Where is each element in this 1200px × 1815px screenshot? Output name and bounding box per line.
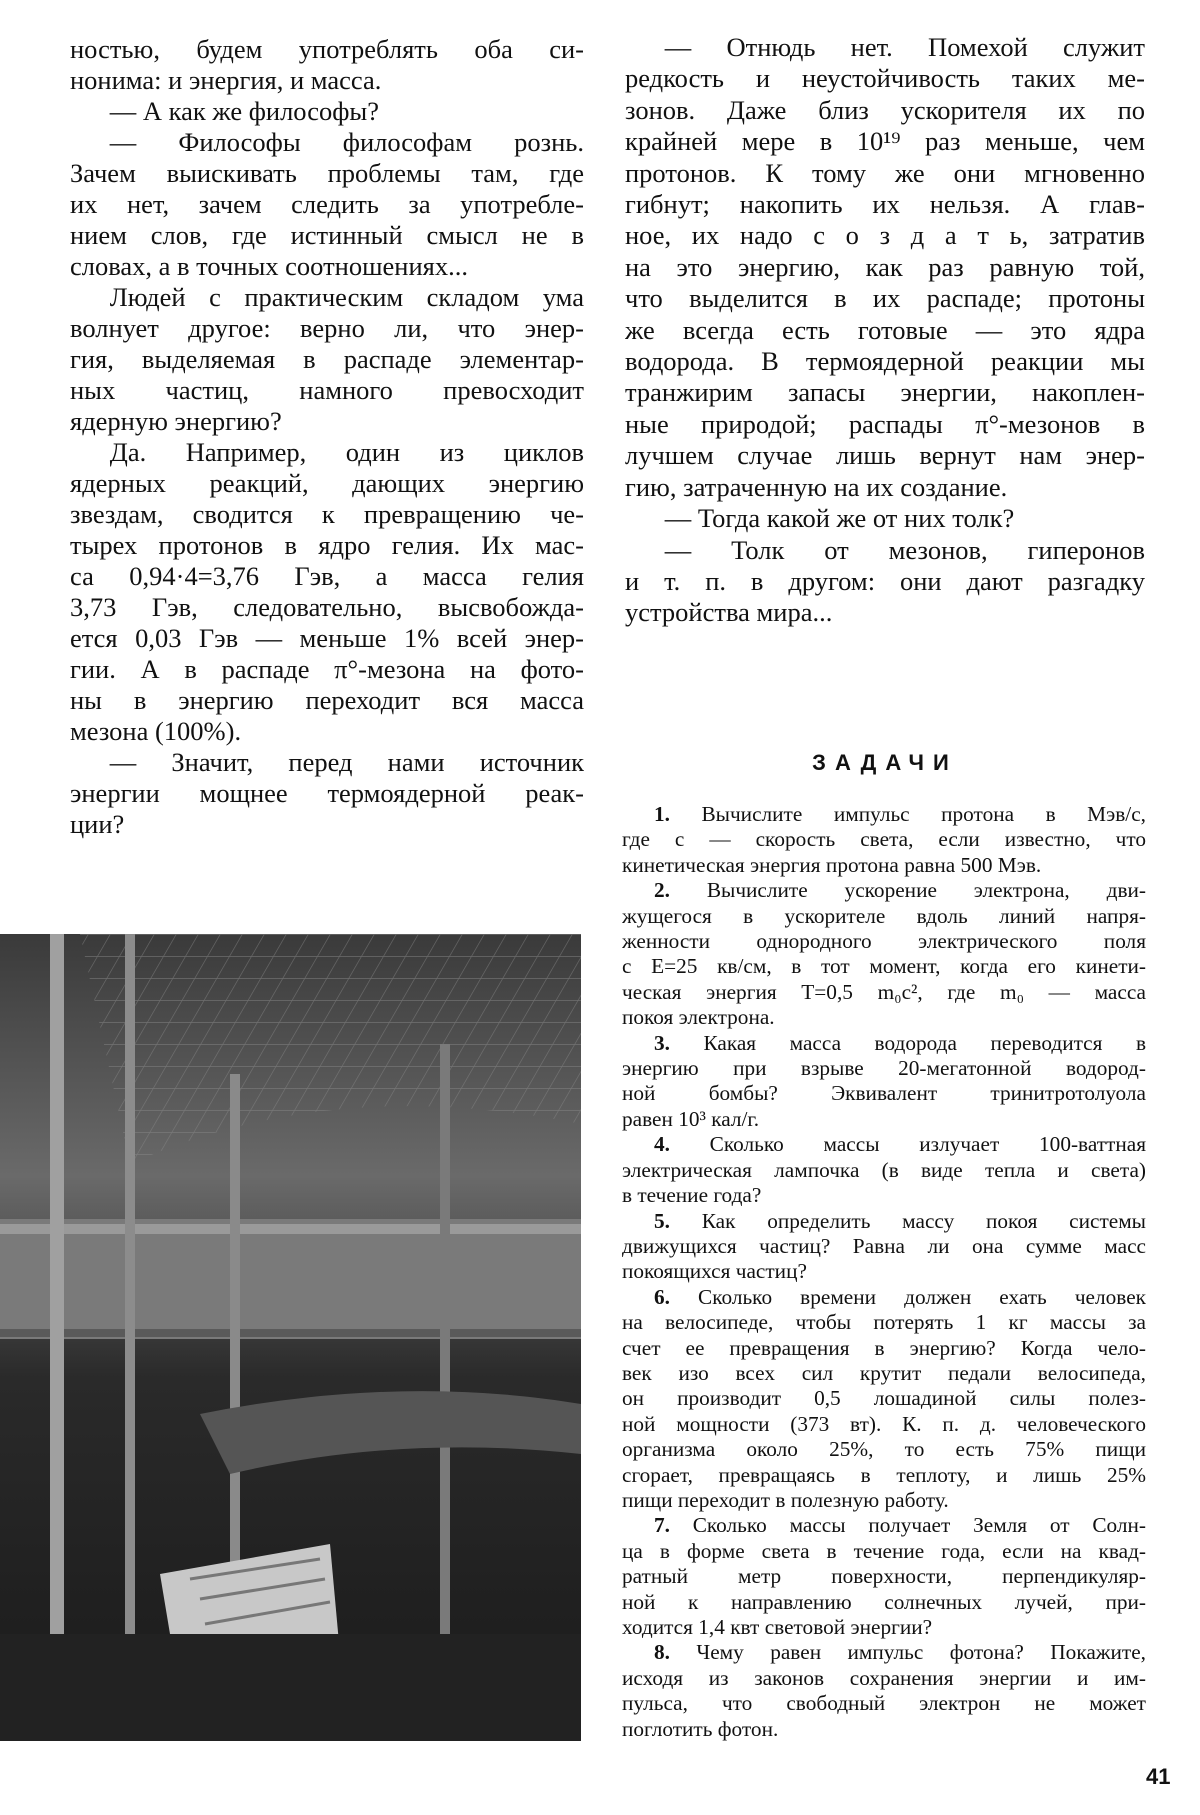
accelerator-hall-photo bbox=[0, 934, 581, 1741]
task-line: энергию при взрыве 20-мегатонной водород- bbox=[622, 1056, 1146, 1081]
task-line: ходится 1,4 квт световой энергии? bbox=[622, 1615, 933, 1639]
right-paragraph-line: — Тогда какой же от них толк? bbox=[664, 503, 1015, 534]
task-line: равен 10³ кал/г. bbox=[622, 1106, 760, 1131]
task-line: на велосипеде, чтобы потерять 1 кг массы за bbox=[622, 1310, 1146, 1335]
task-line: ратный метр поверхности, перпендикуляр- bbox=[622, 1564, 1146, 1589]
task-number: 3. bbox=[653, 1030, 670, 1055]
task-line bbox=[622, 1285, 1146, 1310]
left-paragraph-line: волнует другое: верно ли, что энер- bbox=[70, 313, 584, 343]
left-paragraph-line: Людей с практическим складом ума bbox=[109, 282, 584, 312]
left-text-column bbox=[70, 34, 584, 840]
task-text: Сколько массы получает Земля от Солн- bbox=[692, 1513, 1146, 1538]
right-paragraph-line: — Отнюдь нет. Помехой служит bbox=[664, 32, 1145, 62]
right-paragraph-line: протонов. К тому же они мгновенно bbox=[625, 157, 1145, 188]
task-line: ческая энергия Т=0,5 m₀c², где m₀ — масса bbox=[622, 979, 1146, 1004]
left-paragraph-line: нием слов, где истинный смысл не в bbox=[70, 220, 584, 250]
tasks-heading: ЗАДАЧИ bbox=[812, 750, 958, 775]
task-line: в течение года? bbox=[622, 1183, 762, 1208]
task-line bbox=[622, 1132, 1146, 1157]
task-line: ной бомбы? Эквивалент тринитротолуола bbox=[622, 1081, 1146, 1106]
task-line: электрическая лампочка (в виде тепла и света) bbox=[622, 1157, 1146, 1182]
task-text: Чему равен импульс фотона? Покажите, bbox=[696, 1640, 1146, 1665]
task-line bbox=[622, 802, 1146, 827]
left-paragraph-line: ется 0,03 Гэв — меньше 1% всей энер- bbox=[70, 623, 584, 653]
task-number: 5. bbox=[653, 1208, 670, 1233]
right-paragraph-line: редкость и неустойчивость таких ме- bbox=[625, 63, 1145, 94]
task-line: исходя из законов сохранения энергии и им- bbox=[622, 1665, 1146, 1690]
task-line: движущихся частиц? Равна ли она сумме масс bbox=[622, 1233, 1146, 1258]
left-paragraph-line: гии. А в распаде π°-мезона на фото- bbox=[70, 654, 584, 684]
task-line: поглотить фотон. bbox=[622, 1716, 779, 1741]
right-paragraph-line: что выделится в их распаде; протоны bbox=[625, 283, 1145, 314]
right-paragraph-line: гибнут; накопить их нельзя. А глав- bbox=[625, 189, 1145, 220]
task-text: Вычислите ускорение электрона, дви- bbox=[706, 878, 1146, 903]
left-paragraph-line: гия, выделяемая в распаде элементар- bbox=[70, 344, 584, 374]
task-line: он производит 0,5 лошадиной силы полез- bbox=[622, 1386, 1146, 1411]
left-paragraph-line: — А как же философы? bbox=[109, 96, 379, 126]
task-line: сгорает, превращаясь в теплоту, и лишь 25% bbox=[622, 1462, 1146, 1487]
left-paragraph-line: словах, а в точных соотношениях... bbox=[70, 251, 468, 281]
task-line: пульса, что свободный электрон не может bbox=[622, 1691, 1146, 1716]
task-line: где с — скорость света, если известно, что bbox=[622, 827, 1146, 852]
page-number: 41 bbox=[1146, 1764, 1171, 1789]
task-line: женности однородного электрического поля bbox=[622, 929, 1146, 954]
task-text: Как определить массу покоя системы bbox=[701, 1208, 1146, 1233]
right-paragraph-line: и т. п. в другом: они дают разгадку bbox=[625, 565, 1145, 596]
right-paragraph-line: гию, затраченную на их создание. bbox=[625, 471, 1008, 502]
task-line: жущегося в ускорителе вдоль линий напря- bbox=[622, 903, 1146, 928]
left-paragraph-line: энергии мощнее термоядерной реак- bbox=[70, 778, 584, 808]
left-paragraph-line: их нет, зачем следить за употребле- bbox=[70, 189, 584, 219]
left-paragraph-line: — Значит, перед нами источник bbox=[109, 747, 584, 777]
task-number: 8. bbox=[653, 1640, 670, 1665]
task-number: 6. bbox=[653, 1284, 670, 1309]
task-line: ной к направлению солнечных лучей, при- bbox=[622, 1589, 1146, 1614]
right-paragraph-line: крайней мере в 10¹⁹ раз меньше, чем bbox=[625, 126, 1145, 157]
left-paragraph-line: ны в энергию переходит вся масса bbox=[70, 685, 584, 715]
task-line bbox=[622, 1513, 1146, 1538]
task-line: организма около 25%, то есть 75% пищи bbox=[622, 1437, 1146, 1462]
right-text-column bbox=[625, 32, 1145, 629]
task-line bbox=[622, 1031, 1146, 1056]
task-line: покоя электрона. bbox=[622, 1005, 775, 1030]
right-paragraph-line: транжирим запасы энергии, накоплен- bbox=[625, 377, 1145, 408]
left-paragraph-line: ядерных реакций, дающих энергию bbox=[70, 468, 584, 498]
left-paragraph-line: 3,73 Гэв, следовательно, высвобожда- bbox=[70, 592, 584, 622]
task-line bbox=[622, 878, 1146, 903]
task-line bbox=[622, 1209, 1146, 1234]
right-paragraph-line: на это энергию, как раз равную той, bbox=[625, 251, 1145, 282]
tasks-list bbox=[622, 802, 1146, 1742]
left-paragraph-line: ных частиц, намного превосходит bbox=[70, 375, 584, 405]
left-paragraph-line: нонима: и энергия, и масса. bbox=[70, 65, 382, 95]
left-paragraph-line: Зачем выискивать проблемы там, где bbox=[70, 158, 584, 188]
task-number: 1. bbox=[653, 802, 670, 826]
task-number: 2. bbox=[653, 878, 670, 903]
right-paragraph-line: ные природой; распады π°-мезонов в bbox=[625, 408, 1145, 439]
left-paragraph-line: звездам, сводится к превращению че- bbox=[70, 499, 584, 529]
task-number: 7. bbox=[653, 1513, 670, 1538]
task-line bbox=[622, 1640, 1146, 1665]
right-paragraph-line: же всегда есть готовые — это ядра bbox=[625, 314, 1145, 345]
task-line: век изо всех сил крутит педали велосипеда, bbox=[622, 1360, 1146, 1385]
left-paragraph-line: тырех протонов в ядро гелия. Их мас- bbox=[70, 530, 584, 560]
left-paragraph-line: ностью, будем употреблять оба си- bbox=[70, 34, 584, 64]
left-paragraph-line: — Философы философам рознь. bbox=[109, 127, 584, 157]
task-line: кинетическая энергия протона равна 500 Мэв. bbox=[622, 852, 1042, 877]
right-paragraph-line: устройства мира... bbox=[625, 597, 833, 628]
right-paragraph-line: — Толк от мезонов, гиперонов bbox=[664, 534, 1145, 565]
left-paragraph-line: мезона (100%). bbox=[70, 716, 242, 746]
task-line: пищи переходит в полезную работу. bbox=[622, 1487, 949, 1512]
left-paragraph-line: ядерную энергию? bbox=[70, 406, 282, 436]
task-line: покоящихся частиц? bbox=[622, 1259, 807, 1284]
task-line: с Е=25 кв/см, в тот момент, когда его кинети- bbox=[622, 954, 1146, 979]
task-line: ца в форме света в течение года, если на квад- bbox=[622, 1538, 1146, 1563]
task-text: Какая масса водорода переводится в bbox=[703, 1030, 1146, 1055]
right-paragraph-line: зонов. Даже близ ускорителя их по bbox=[625, 94, 1145, 125]
task-number: 4. bbox=[653, 1132, 670, 1157]
task-line: ной мощности (373 вт). К. п. д. человеческого bbox=[622, 1411, 1146, 1436]
task-text: Вычислите импульс протона в Мэв/с, bbox=[701, 802, 1146, 826]
right-paragraph-line: ное, их надо с о з д а т ь, затратив bbox=[625, 220, 1145, 251]
left-paragraph-line: са 0,94·4=3,76 Гэв, а масса гелия bbox=[70, 561, 584, 591]
task-text: Сколько массы излучает 100-ваттная bbox=[709, 1132, 1146, 1157]
right-paragraph-line: водорода. В термоядерной реакции мы bbox=[625, 346, 1145, 377]
left-paragraph-line: ции? bbox=[70, 809, 125, 839]
left-paragraph-line: Да. Например, один из циклов bbox=[109, 437, 584, 467]
task-line: счет ее превращения в энергию? Когда чело- bbox=[622, 1335, 1146, 1360]
task-text: Сколько времени должен ехать человек bbox=[698, 1284, 1146, 1309]
right-paragraph-line: лучшем случае лишь вернут нам энер- bbox=[625, 440, 1145, 471]
